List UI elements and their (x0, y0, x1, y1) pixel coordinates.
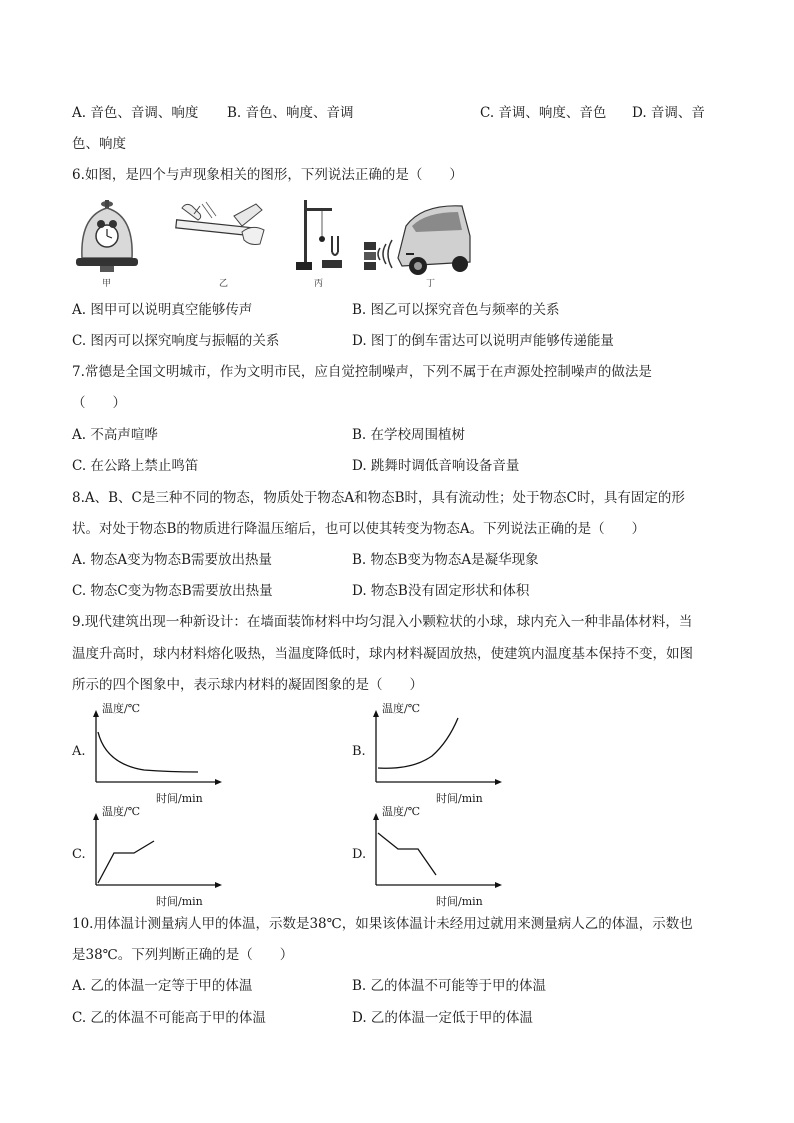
reversing-radar-figure (362, 196, 474, 288)
ruler-figure (172, 196, 272, 288)
graph-a-y-label: 温度/℃ (102, 702, 141, 715)
graph-a-curve (98, 732, 198, 772)
graph-a-letter: A. (72, 744, 86, 759)
q8-option-a: A. 物态A变为物态B需要放出热量 (72, 552, 273, 568)
graph-c-x-label: 时间/min (156, 895, 203, 908)
q7-option-c: C. 在公路上禁止鸣笛 (72, 458, 199, 474)
q9-stem-line2: 温度升高时，球内材料熔化吸热，当温度降低时，球内材料凝固放热，使建筑内温度基本保持不变，如图 (72, 646, 693, 662)
q6-option-d: D. 图丁的倒车雷达可以说明声能够传递能量 (352, 333, 614, 349)
graph-d (352, 803, 502, 908)
q10-option-d: D. 乙的体温一定低于甲的体温 (352, 1010, 533, 1026)
graph-b-y-label: 温度/℃ (382, 702, 421, 715)
graph-b (352, 700, 502, 805)
graph-c-y-label: 温度/℃ (102, 805, 141, 818)
q7-option-b: B. 在学校周围植树 (352, 427, 466, 443)
q5-option-b: B. 音色、响度、音调 (227, 105, 354, 121)
graph-a (72, 700, 222, 805)
q8-option-d: D. 物态B没有固定形状和体积 (352, 583, 530, 599)
figure-label-jia: 甲 (102, 279, 112, 289)
q10-option-b: B. 乙的体温不可能等于甲的体温 (352, 978, 547, 994)
tuning-fork-stand-figure (292, 196, 348, 288)
graph-b-letter: B. (352, 744, 366, 759)
tuning-fork-stand-icon (292, 196, 348, 288)
q10-option-a: A. 乙的体温一定等于甲的体温 (72, 978, 253, 994)
bell-jar-figure (72, 196, 142, 288)
figure-label-ding: 丁 (426, 279, 436, 289)
graph-b-plot (352, 700, 502, 798)
figure-label-yi: 乙 (219, 279, 229, 289)
q5-option-d: D. 音调、音 (632, 105, 705, 121)
q6-option-a: A. 图甲可以说明真空能够传声 (72, 302, 253, 318)
q5-option-a: A. 音色、音调、响度 (72, 105, 199, 121)
q8-stem-line2: 状。对处于物态B的物质进行降温压缩后，也可以使其转变为物态A。下列说法正确的是（ ） (72, 521, 646, 537)
car-radar-icon (362, 196, 474, 288)
graph-d-y-label: 温度/℃ (382, 805, 421, 818)
q10-option-c: C. 乙的体温不可能高于甲的体温 (72, 1010, 266, 1026)
q7-stem: 7.常德是全国文明城市，作为文明市民，应自觉控制噪声，下列不属于在声源处控制噪声的做法是 (72, 364, 652, 380)
graph-a-plot (72, 700, 222, 798)
graph-c-letter: C. (72, 847, 86, 862)
q8-option-c: C. 物态C变为物态B需要放出热量 (72, 583, 273, 599)
graph-b-x-label: 时间/min (436, 792, 483, 805)
graph-a-x-label: 时间/min (156, 792, 203, 805)
graph-d-plot (352, 803, 502, 901)
q7-option-d: D. 跳舞时调低音响设备音量 (352, 458, 520, 474)
graph-d-line (378, 833, 436, 875)
q8-stem-line1: 8.A、B、C是三种不同的物态，物质处于物态A和物态B时，具有流动性；处于物态C时，具有固定的形 (72, 490, 685, 506)
bell-jar-icon (72, 196, 142, 288)
graph-d-letter: D. (352, 847, 367, 862)
q5-option-c: C. 音调、响度、音色 (480, 105, 607, 121)
graph-c-line (98, 841, 154, 883)
graph-c (72, 803, 222, 908)
q10-stem-line1: 10.用体温计测量病人甲的体温，示数是38℃，如果该体温计未经用过就用来测量病人乙的体温，示数也 (72, 916, 693, 932)
q8-option-b: B. 物态B变为物态A是凝华现象 (352, 552, 539, 568)
q9-stem-line1: 9.现代建筑出现一种新设计：在墙面装饰材料中均匀混入小颗粒状的小球，球内充入一种非晶体材料，当 (72, 614, 693, 630)
graph-c-plot (72, 803, 222, 901)
ruler-hand-icon (172, 196, 272, 288)
q6-option-b: B. 图乙可以探究音色与频率的关系 (352, 302, 560, 318)
figure-label-bing: 丙 (314, 279, 324, 289)
q6-option-c: C. 图丙可以探究响度与振幅的关系 (72, 333, 280, 349)
q5-option-d-continued: 色、响度 (72, 136, 126, 152)
q7-stem-continued: （ ） (72, 395, 126, 411)
q10-stem-line2: 是38℃。下列判断正确的是（ ） (72, 947, 294, 963)
q9-stem-line3: 所示的四个图象中，表示球内材料的凝固图象的是（ ） (72, 677, 423, 693)
q6-stem: 6.如图，是四个与声现象相关的图形，下列说法正确的是（ ） (72, 167, 463, 183)
graph-b-curve (378, 718, 458, 768)
q7-option-a: A. 不高声喧哗 (72, 427, 158, 443)
graph-d-x-label: 时间/min (436, 895, 483, 908)
